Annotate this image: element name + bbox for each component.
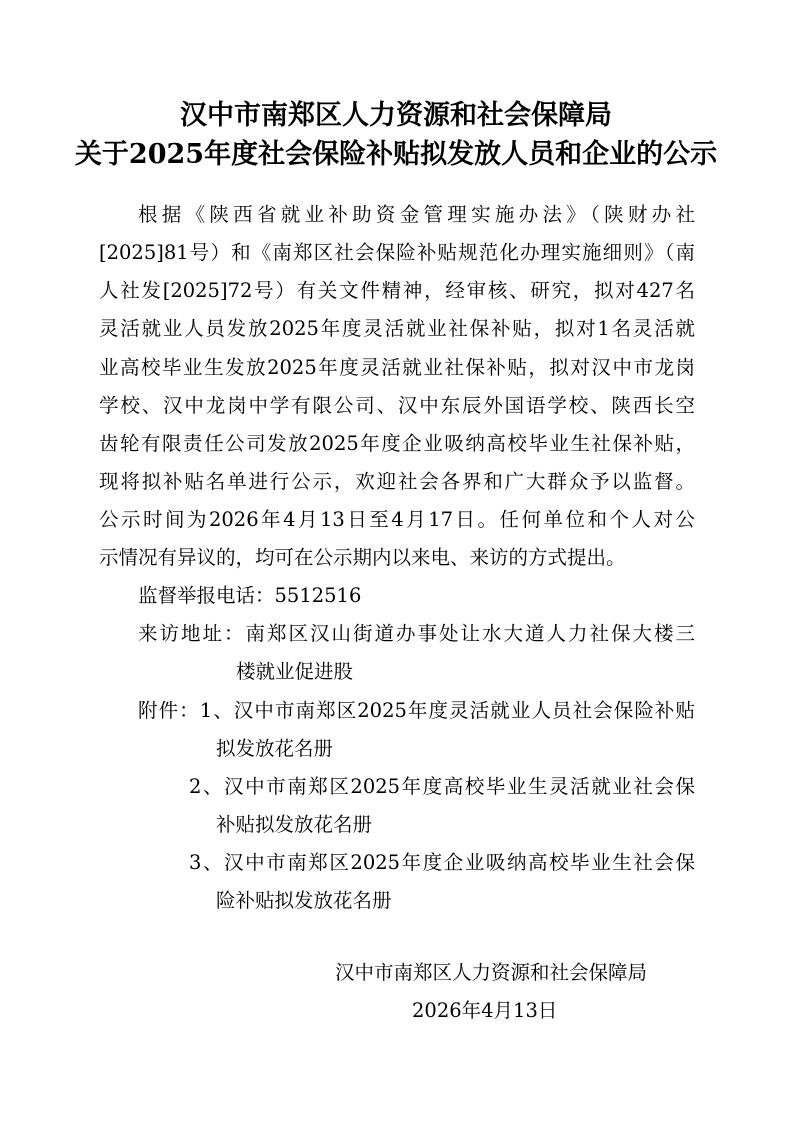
body-paragraph-line: 根据《陕西省就业补助资金管理实施办法》（陕财办社: [138, 203, 695, 226]
attachment-1-line-2: 拟发放花名册: [216, 737, 334, 760]
body-paragraph-line: 人社发[2025]72号）有关文件精神，经审核、研究，拟对427名: [99, 279, 695, 302]
body-paragraph-line: 现将拟补贴名单进行公示，欢迎社会各界和广大群众予以监督。: [99, 470, 695, 493]
notice-title-line-1: 汉中市南郑区人力资源和社会保障局: [180, 100, 612, 131]
body-paragraph-line: 业高校毕业生发放2025年度灵活就业社保补贴，拟对汉中市龙岗: [99, 356, 695, 379]
body-paragraph-line: 示情况有异议的，均可在公示期内以来电、来访的方式提出。: [99, 546, 626, 569]
body-paragraph-line: 齿轮有限责任公司发放2025年度企业吸纳高校毕业生社保补贴，: [99, 432, 695, 455]
body-paragraph-line: 学校、汉中龙岗中学有限公司、汉中东辰外国语学校、陕西长空: [99, 394, 695, 417]
body-paragraph-line: 公示时间为2026年4月13日至4月17日。任何单位和个人对公: [99, 508, 695, 531]
attachment-2-line-1: 2、汉中市南郑区2025年度高校毕业生灵活就业社会保: [189, 775, 695, 798]
signature-organization: 汉中市南郑区人力资源和社会保障局: [335, 961, 648, 984]
address-line-1: 来访地址：南郑区汉山街道办事处让水大道人力社保大楼三: [138, 622, 695, 645]
notice-title-line-2: 关于2025年度社会保险补贴拟发放人员和企业的公示: [74, 139, 718, 170]
body-paragraph-line: 灵活就业人员发放2025年度灵活就业社保补贴，拟对1名灵活就: [99, 317, 695, 340]
attachment-3-line-1: 3、汉中市南郑区2025年度企业吸纳高校毕业生社会保: [189, 851, 695, 874]
hotline-text: 监督举报电话：5512516: [138, 584, 362, 607]
attachment-3-line-2: 险补贴拟发放花名册: [216, 889, 392, 912]
signature-date: 2026年4月13日: [412, 999, 558, 1022]
attachment-1-line-1: 附件：1、汉中市南郑区2025年度灵活就业人员社会保险补贴: [138, 699, 695, 722]
address-line-2: 楼就业促进股: [236, 660, 354, 683]
body-paragraph-line: [2025]81号）和《南郑区社会保险补贴规范化办理实施细则》（南: [99, 241, 695, 264]
attachment-2-line-2: 补贴拟发放花名册: [216, 813, 373, 836]
